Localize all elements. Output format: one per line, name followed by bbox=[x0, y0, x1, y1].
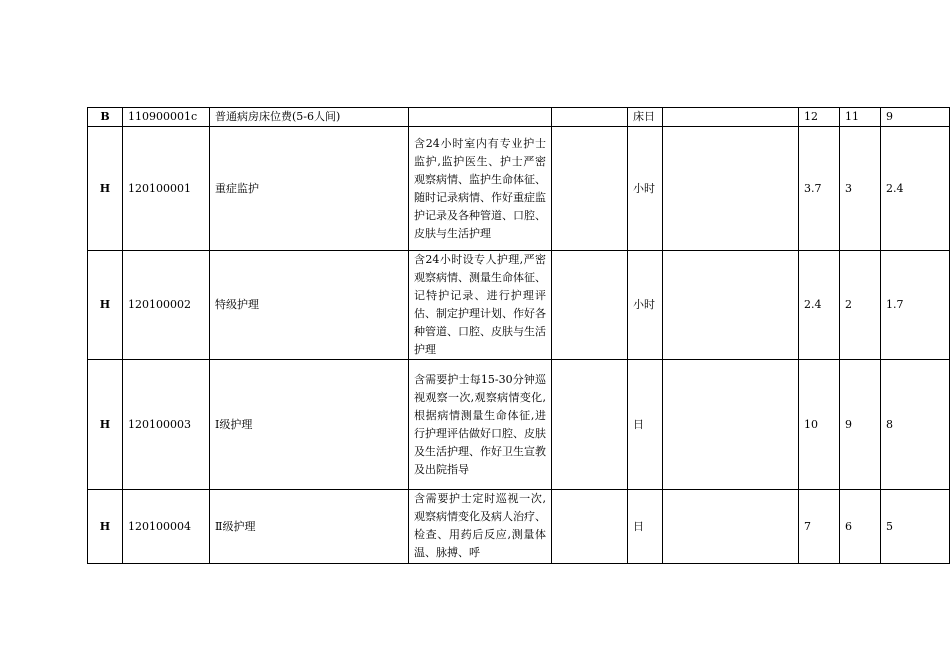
content-cell: 含24小时设专人护理,严密观察病情、测量生命体征、记特护记录、进行护理评估、制定护理计划、作好各种管道、口腔、皮肤与生活护理 bbox=[409, 251, 552, 360]
note-cell bbox=[663, 251, 799, 360]
excluded-cell bbox=[552, 108, 628, 127]
price-2-cell: 3 bbox=[840, 127, 881, 251]
content-cell: 含需要护士每15-30分钟巡视观察一次,观察病情变化,根据病情测量生命体征,进行护理评估做好口腔、皮肤及生活护理、作好卫生宣教及出院指导 bbox=[409, 360, 552, 490]
price-1-cell: 12 bbox=[799, 108, 840, 127]
code-cell: 110900001c bbox=[123, 108, 210, 127]
table-row bbox=[88, 360, 950, 490]
price-2-cell: 9 bbox=[840, 360, 881, 490]
excluded-cell bbox=[552, 490, 628, 564]
note-cell bbox=[663, 490, 799, 564]
content-cell bbox=[409, 108, 552, 127]
content-cell: 含需要护士定时巡视一次,观察病情变化及病人治疗、检查、用药后反应,测量体温、脉搏、呼 bbox=[409, 490, 552, 564]
price-1-cell: 7 bbox=[799, 490, 840, 564]
note-cell bbox=[663, 108, 799, 127]
category-cell: B bbox=[88, 108, 123, 127]
unit-cell: 日 bbox=[628, 360, 663, 490]
price-1-cell: 10 bbox=[799, 360, 840, 490]
category-cell: H bbox=[88, 360, 123, 490]
table-row bbox=[88, 108, 950, 127]
table-row bbox=[88, 127, 950, 251]
table-row bbox=[88, 251, 950, 360]
unit-cell: 床日 bbox=[628, 108, 663, 127]
excluded-cell bbox=[552, 251, 628, 360]
price-3-cell: 8 bbox=[881, 360, 950, 490]
price-2-cell: 6 bbox=[840, 490, 881, 564]
price-3-cell: 5 bbox=[881, 490, 950, 564]
note-cell bbox=[663, 360, 799, 490]
item-name-cell: 特级护理 bbox=[210, 251, 409, 360]
excluded-cell bbox=[552, 127, 628, 251]
unit-cell: 小时 bbox=[628, 127, 663, 251]
content-cell: 含24小时室内有专业护士监护,监护医生、护士严密观察病情、监护生命体征、随时记录病情、作好重症监护记录及各种管道、口腔、皮肤与生活护理 bbox=[409, 127, 552, 251]
price-2-cell: 2 bbox=[840, 251, 881, 360]
unit-cell: 日 bbox=[628, 490, 663, 564]
price-1-cell: 3.7 bbox=[799, 127, 840, 251]
fee-table bbox=[87, 107, 950, 564]
code-cell: 120100004 bbox=[123, 490, 210, 564]
item-name-cell: 普通病房床位费(5-6人间) bbox=[210, 108, 409, 127]
item-name-cell: 重症监护 bbox=[210, 127, 409, 251]
price-1-cell: 2.4 bbox=[799, 251, 840, 360]
price-3-cell: 1.7 bbox=[881, 251, 950, 360]
note-cell bbox=[663, 127, 799, 251]
item-name-cell: Ⅰ级护理 bbox=[210, 360, 409, 490]
price-2-cell: 11 bbox=[840, 108, 881, 127]
item-name-cell: Ⅱ级护理 bbox=[210, 490, 409, 564]
category-cell: H bbox=[88, 490, 123, 564]
code-cell: 120100001 bbox=[123, 127, 210, 251]
code-cell: 120100002 bbox=[123, 251, 210, 360]
category-cell: H bbox=[88, 127, 123, 251]
code-cell: 120100003 bbox=[123, 360, 210, 490]
price-3-cell: 9 bbox=[881, 108, 950, 127]
price-3-cell: 2.4 bbox=[881, 127, 950, 251]
unit-cell: 小时 bbox=[628, 251, 663, 360]
table-row bbox=[88, 490, 950, 564]
category-cell: H bbox=[88, 251, 123, 360]
excluded-cell bbox=[552, 360, 628, 490]
